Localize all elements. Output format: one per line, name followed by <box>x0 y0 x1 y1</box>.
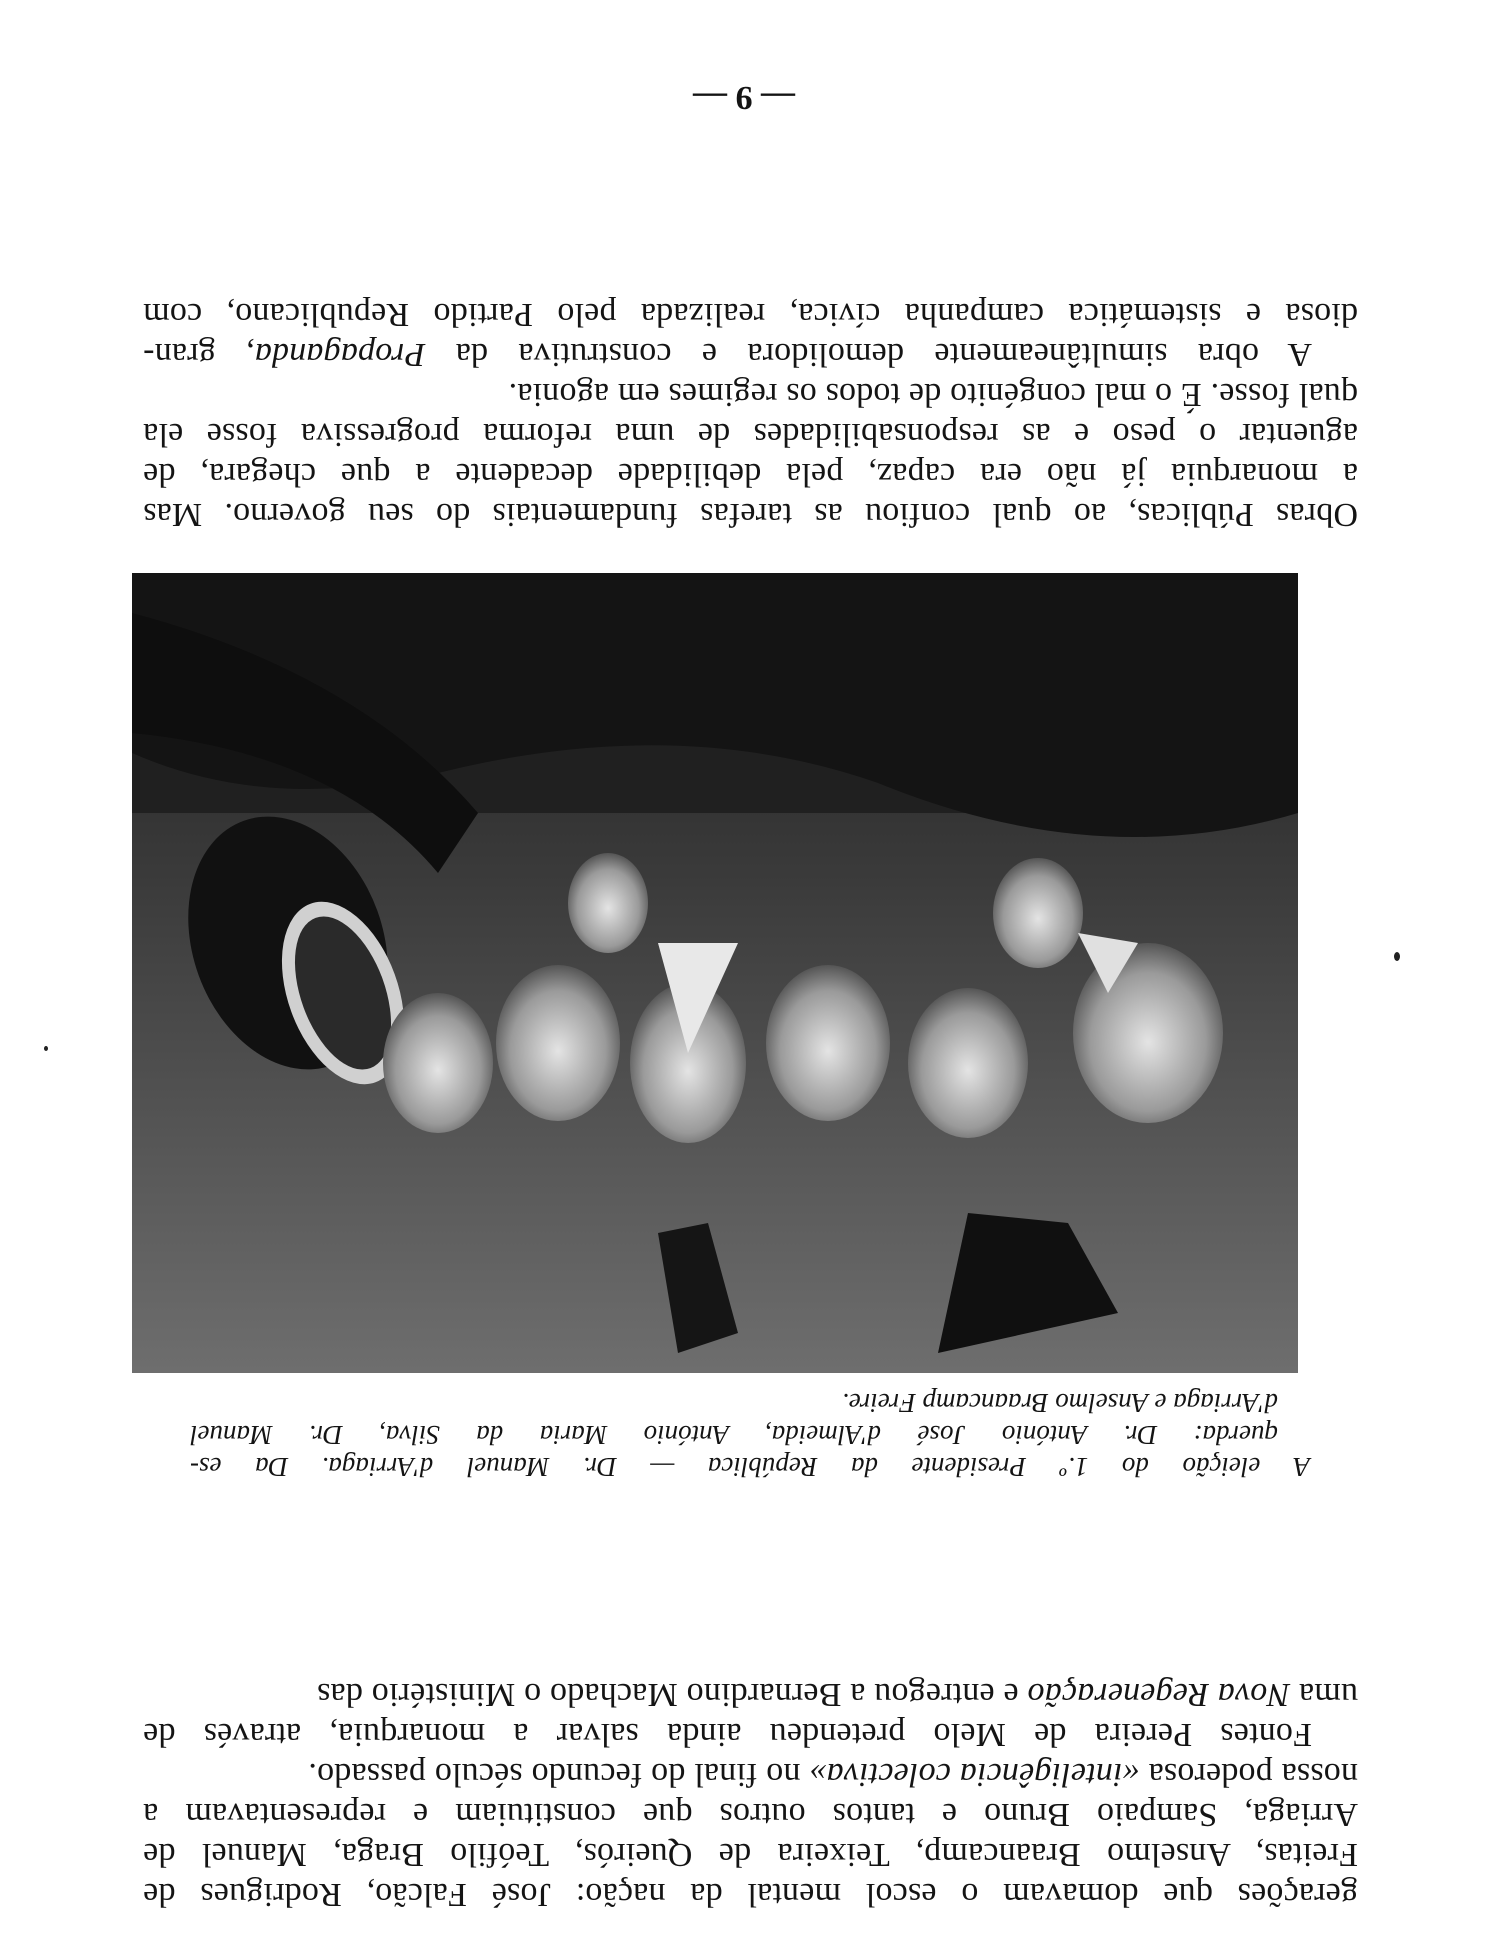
text-line: Freitas, Anselmo Braancamp, Teixeira de Queirós, Teófilo Braga, Manuel de <box>143 1836 1358 1873</box>
halftone-photograph <box>132 573 1298 1373</box>
body-text-upper <box>143 1674 1358 1914</box>
body-text-lower <box>143 294 1358 534</box>
photo-caption <box>190 1387 1310 1483</box>
text-line <box>143 334 1358 374</box>
italic-term: Nova Regeneração <box>1027 1676 1291 1713</box>
text-line: qual fosse. É o mal congénito de todos os regimes em agonia. <box>508 376 1358 413</box>
caption-line: A eleição do 1.º Presidente da República — Dr. Manuel d'Arriaga. Da es- <box>190 1452 1310 1482</box>
photo-illustration <box>132 573 1298 1373</box>
scan-speck <box>44 1046 48 1051</box>
caption-line: querda: Dr. António José d'Almeida, António Maria da Silva, Dr. Manuel <box>190 1420 1278 1450</box>
text-line <box>143 1754 1358 1794</box>
text-line <box>143 1674 1358 1714</box>
text-line: aguentar o peso e as responsabilidades de uma reforma progressiva fosse ela <box>143 416 1358 453</box>
text-span: nossa poderosa <box>1139 1756 1358 1793</box>
page-number: — 9 — <box>693 79 795 116</box>
text-line: gerações que domavam o escol mental da nação: José Falcão, Rodrigues de <box>143 1876 1358 1913</box>
text-span: no final do fecundo século passado. <box>308 1756 810 1793</box>
text-line: Arriaga, Sampaio Bruno e tantos outros que constituiam e representavam a <box>143 1796 1358 1833</box>
text-span: e entregou a Bernardino Machado o Ministério das <box>316 1676 1028 1713</box>
italic-term: Propaganda <box>254 336 426 373</box>
text-line: diosa e sistemática campanha cívica, realizada pelo Partido Republicano, com <box>143 296 1358 333</box>
text-line: Fontes Pereira de Melo pretendeu ainda salvar a monarquia, através de <box>143 1716 1312 1753</box>
caption-line: d'Arriaga e Anselmo Braancamp Freire. <box>842 1388 1278 1418</box>
text-line: Obras Públicas, ao qual confiou as tarefas fundamentais do seu governo. Mas <box>143 496 1358 533</box>
text-span: A obra simultâneamente demolidora e construtiva da <box>425 336 1312 373</box>
scan-speck <box>1394 952 1400 961</box>
text-span: uma <box>1290 1676 1358 1713</box>
text-line: a monarquia já não era capaz, pela debilidade decadente a que chegara, de <box>143 456 1358 493</box>
text-span: , gran- <box>143 336 255 373</box>
italic-term: «inteligência colectiva» <box>809 1756 1140 1793</box>
